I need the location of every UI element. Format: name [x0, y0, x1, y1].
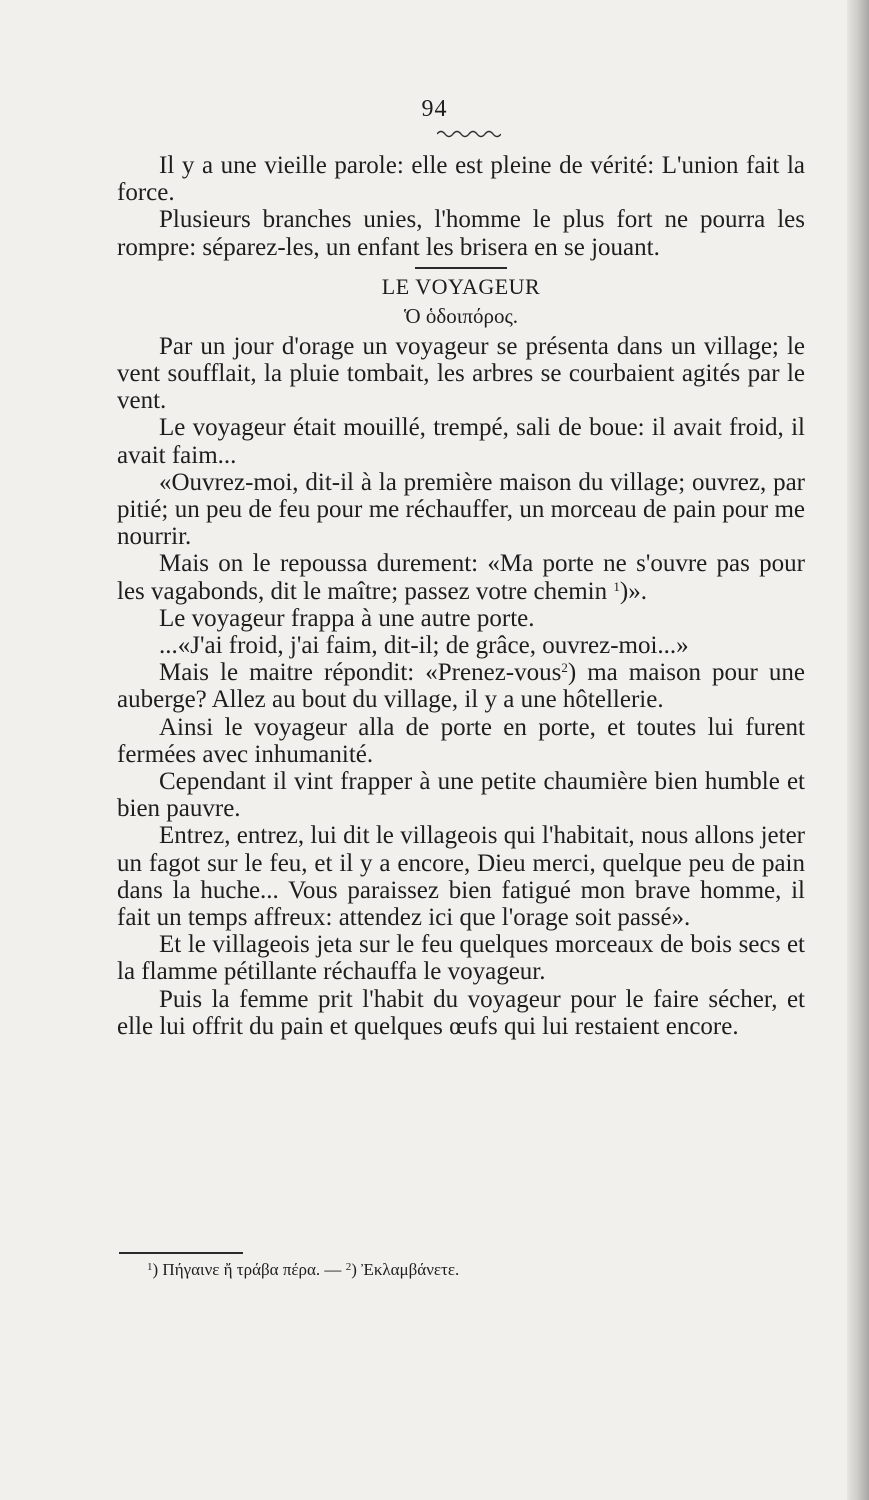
footnote-ref: 1 [613, 578, 620, 594]
footnote-number: 2 [345, 1261, 352, 1273]
paragraph: Il y a une vieille parole: elle est pleine de vérité: L'union fait la force. [117, 152, 805, 207]
paragraph [117, 659, 805, 713]
paragraph: Ainsi le voyageur alla de porte en porte, et toutes lui furent fermées avec inhumanité. [117, 713, 805, 768]
story-greek-title: Ὁ ὁδοιπόρος. [403, 303, 519, 328]
footnote-text: ) Ἐκλαμβάνετε. [351, 1260, 460, 1279]
footnote-number: 1 [147, 1261, 153, 1273]
paragraph: Le voyageur frappa à une autre porte. [159, 604, 535, 632]
paragraph: Plusieurs branches unies, l'homme le plus fort ne pourra les rompre: séparez-les, un enfant les brisera en se jouant. [117, 206, 805, 261]
paragraph: «Ouvrez-moi, dit-il à la première maison du village; ouvrez, par pitié; un peu de feu pour me réchauffer, un morceau de pain pour me nourrir. [117, 468, 805, 551]
footnote-text: ) Πήγαινε ἤ τράβα πέρα. — [152, 1260, 346, 1279]
paragraph-text-end: )». [619, 577, 647, 605]
story-title: LE VOYAGEUR [381, 273, 541, 299]
ornament-wave-icon [437, 128, 501, 138]
paragraph: Puis la femme prit l'habit du voyageur pour le faire sécher, et elle lui offrit du pain et quelques œufs qui lui restaient encore. [117, 985, 805, 1040]
page-edge-shadow [847, 0, 869, 1500]
paragraph [117, 550, 805, 604]
paragraph: Par un jour d'orage un voyageur se présenta dans un village; le vent soufflait, la pluie tombait, les arbres se courbaient agités par le vent. [117, 332, 805, 415]
paragraph: Le voyageur était mouillé, trempé, sali de boue: il avait froid, il avait faim... [117, 414, 805, 469]
paragraph: Cependant il vint frapper à une petite chaumière bien humble et bien pauvre. [117, 768, 805, 823]
footnote-rule [119, 1252, 243, 1254]
paragraph-text: Mais on le repoussa durement: «Ma porte ne s'ouvre pas pour les vagabonds, dit le maître; passez votre chemin [117, 550, 805, 605]
paragraph: Et le villageois jeta sur le feu quelques morceaux de bois secs et la flamme pétillante réchauffa le voyageur. [117, 931, 805, 986]
story-heading [117, 267, 805, 331]
footnote-ref: 2 [561, 660, 568, 676]
paragraph: Entrez, entrez, lui dit le villageois qui l'habitait, nous allons jeter un fagot sur le feu, et il y a encore, Dieu merci, quelque peu de pain dans la huche... Vous paraissez bien fatigué mon brave homme, il fait un temps affreux: attendez ici que l'orage soit passé». [117, 822, 805, 932]
title-rule [415, 267, 507, 269]
paragraph-text: Mais le maitre répondit: «Prenez-vous [159, 659, 562, 687]
page-number: 94 [421, 96, 448, 122]
paragraph: ...«J'ai froid, j'ai faim, dit-il; de grâce, ouvrez-moi...» [159, 632, 689, 660]
paragraph-text-end: ) ma maison pour une auberge? Allez au bout du village, il y a une hôtellerie. [117, 659, 805, 714]
footnotes [147, 1258, 747, 1282]
body-text [117, 152, 805, 1040]
